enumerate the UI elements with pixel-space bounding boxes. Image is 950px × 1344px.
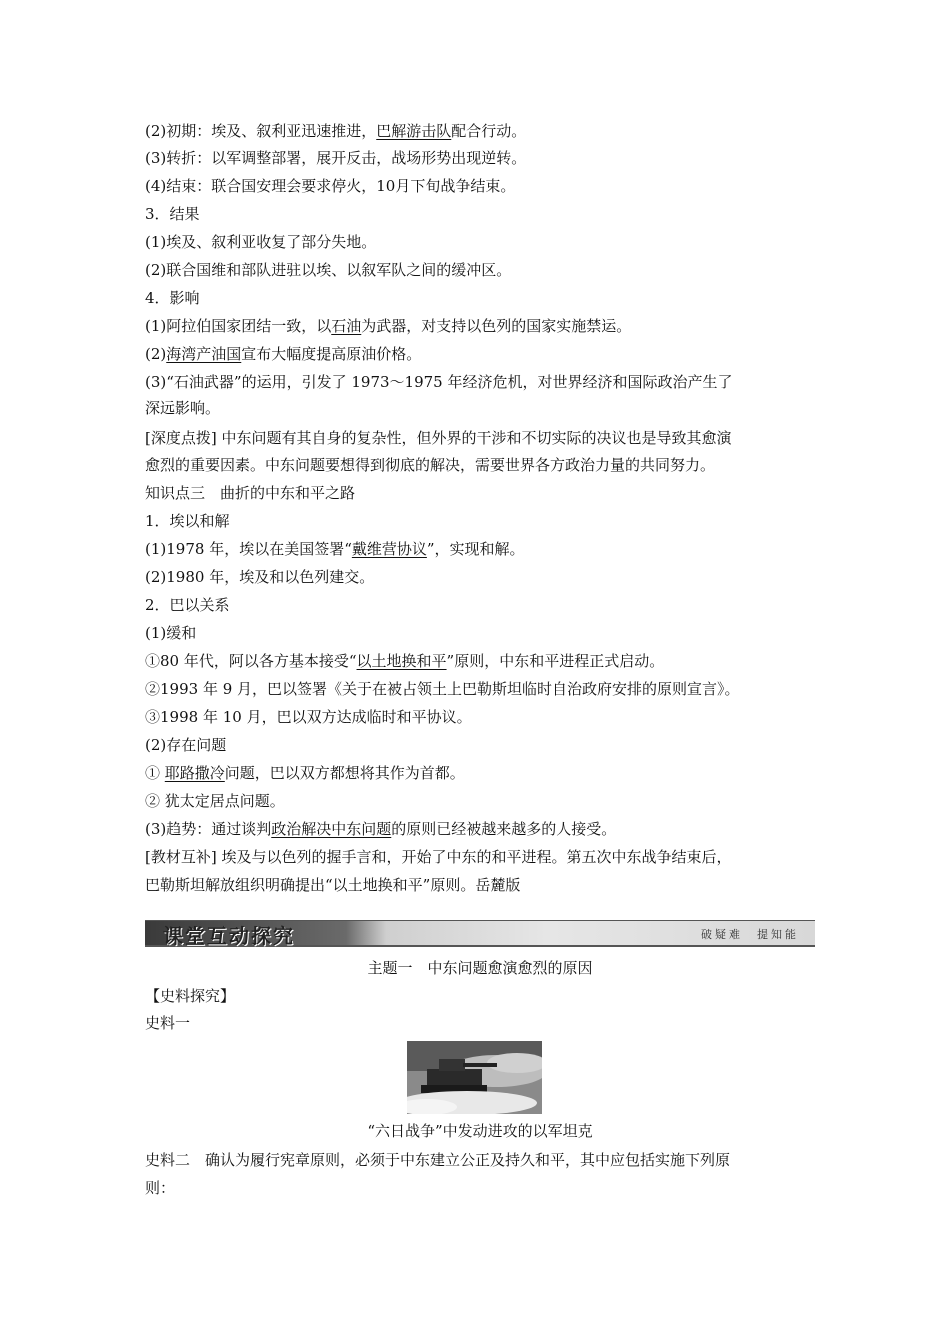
underlined-term: 巴解游击队	[376, 122, 452, 140]
text-segment: (2)初期：埃及、叙利亚迅速推进，	[145, 122, 377, 140]
text-line	[145, 148, 526, 168]
section-banner	[145, 920, 815, 947]
text-segment: ”原则，中东和平进程正式启动。	[446, 652, 665, 670]
text-line	[145, 232, 376, 252]
text-line	[145, 791, 285, 811]
text-line	[145, 595, 230, 615]
text-segment: 2．巴以关系	[145, 596, 230, 614]
underlined-term: 耶路撒冷	[164, 764, 225, 782]
text-segment: ②1993 年 9 月，巴以签署《关于在被占领土上巴勒斯坦临时自治政府安排的原则宣言》。	[145, 680, 740, 698]
text-segment: (2)1980 年，埃及和以色列建交。	[145, 568, 375, 586]
text-segment: 1．埃以和解	[145, 512, 230, 530]
source-two-line-1: 史料二 确认为履行宪章原则，必须于中东建立公正及持久和平，其中应包括实施下列原	[145, 1151, 731, 1169]
text-segment: (2)存在问题	[145, 736, 227, 754]
text-segment: ② 犹太定居点问题。	[145, 792, 285, 810]
text-line	[145, 707, 472, 727]
text-segment: (3)趋势：通过谈判	[145, 820, 272, 838]
underlined-term: 政治解决中东问题	[271, 820, 392, 838]
source-one-label: 史料一	[145, 1014, 191, 1032]
text-segment: 愈烈的重要因素。中东问题要想得到彻底的解决，需要世界各方政治力量的共同努力。	[145, 456, 716, 474]
text-line	[145, 428, 731, 448]
underlined-term: 以土地换和平	[356, 652, 447, 670]
text-segment: (2)联合国维和部队进驻以埃、以叙军队之间的缓冲区。	[145, 261, 512, 279]
underlined-term: 石油	[331, 317, 362, 335]
text-line	[145, 735, 226, 755]
text-segment: 3．结果	[145, 205, 200, 223]
text-segment: ①	[145, 764, 165, 782]
text-segment: 巴勒斯坦解放组织明确提出“以土地换和平”原则。岳麓版	[145, 876, 521, 894]
text-segment: (3)转折：以军调整部署，展开反击，战场形势出现逆转。	[145, 149, 527, 167]
text-line	[145, 176, 515, 196]
text-line	[145, 623, 196, 643]
text-line	[145, 847, 731, 867]
text-segment: 配合行动。	[451, 122, 527, 140]
text-segment: (2)	[145, 345, 167, 363]
text-line	[145, 344, 421, 364]
text-segment: 知识点三 曲折的中东和平之路	[145, 484, 356, 502]
text-line	[145, 316, 631, 336]
text-segment: 4．影响	[145, 289, 200, 307]
text-line	[145, 819, 616, 839]
text-line	[145, 511, 230, 531]
tank-photo	[407, 1041, 542, 1114]
source-two-line-2: 则：	[145, 1179, 176, 1197]
text-segment: [教材互补] 埃及与以色列的握手言和，开始了中东的和平进程。第五次中东战争结束后，	[145, 848, 732, 866]
theme-title: 主题一 中东问题愈演愈烈的原因	[367, 959, 593, 977]
text-segment: (1)埃及、叙利亚收复了部分失地。	[145, 233, 377, 251]
text-line	[145, 567, 374, 587]
text-segment: [深度点拨] 中东问题有其自身的复杂性，但外界的干涉和不切实际的决议也是导致其愈演	[145, 429, 732, 447]
text-segment: 问题，巴以双方都想将其作为首都。	[224, 764, 465, 782]
text-segment: ①80 年代，阿以各方基本接受“	[145, 652, 357, 670]
text-line	[145, 763, 465, 783]
underlined-term: 戴维营协议	[351, 540, 427, 558]
text-line	[145, 455, 715, 475]
banner-subtitle: 破疑难 提知能	[701, 928, 799, 941]
text-segment: ”，实现和解。	[426, 540, 525, 558]
text-segment: 为武器，对支持以色列的国家实施禁运。	[361, 317, 632, 335]
underlined-term: 海湾产油国	[166, 345, 242, 363]
photo-caption: “六日战争”中发动进攻的以军坦克	[367, 1122, 593, 1140]
text-line	[145, 483, 355, 503]
text-line	[145, 260, 511, 280]
text-segment: ③1998 年 10 月，巴以双方达成临时和平协议。	[145, 708, 472, 726]
text-line	[145, 121, 526, 141]
text-segment: (1)缓和	[145, 624, 197, 642]
text-segment: (1)阿拉伯国家团结一致，以	[145, 317, 332, 335]
text-line	[145, 539, 525, 559]
text-segment: 的原则已经被越来越多的人接受。	[391, 820, 617, 838]
text-line	[145, 875, 520, 895]
text-segment: (3)“石油武器”的运用，引发了 1973～1975 年经济危机，对世界经济和国际政治产生了	[145, 373, 733, 391]
text-segment: 宣布大幅度提高原油价格。	[241, 345, 422, 363]
text-line	[145, 398, 220, 418]
text-segment: (1)1978 年，埃以在美国签署“	[145, 540, 352, 558]
text-line	[145, 288, 200, 308]
text-segment: 深远影响。	[145, 399, 221, 417]
text-line	[145, 651, 664, 671]
text-line	[145, 679, 740, 699]
text-segment: (4)结束：联合国安理会要求停火，10月下旬战争结束。	[145, 177, 516, 195]
text-line	[145, 204, 200, 224]
section-label: 【史料探究】	[145, 987, 236, 1005]
banner-title: 课堂互动探究	[163, 924, 295, 948]
text-line	[145, 372, 732, 392]
